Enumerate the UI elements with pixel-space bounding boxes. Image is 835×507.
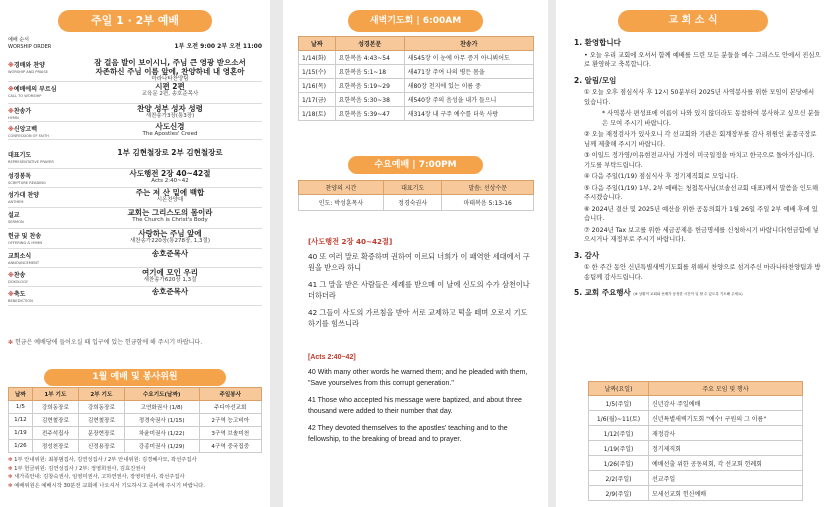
order-item-main: 사랑하는 주님 앞에	[138, 229, 202, 238]
table-cell: 모세선교회 헌신예배	[649, 486, 803, 501]
order-item-label	[8, 190, 70, 204]
order-item-label	[8, 289, 70, 303]
table-row	[9, 401, 262, 414]
table-cell: 1/16(목)	[299, 79, 336, 93]
asterisk-icon: ※	[8, 126, 14, 133]
service-note	[8, 473, 262, 482]
order-item-content	[78, 229, 262, 245]
order-item-main: 1부 김현철장로 2부 김현철장로	[117, 148, 223, 157]
order-item-main: 사도행전 2장 40~42절	[129, 169, 211, 178]
table-cell: 2/2(주일)	[589, 471, 649, 486]
order-item-main2: 자존하신 주님 이름 앞에, 찬양하네 내 영혼아	[95, 67, 245, 76]
table-cell: 요한복음 5:30~38	[335, 93, 404, 107]
table-cell: 정경숙권사 (1/15)	[124, 414, 199, 427]
worship-page	[0, 0, 270, 507]
table-cell: 정성천장로	[32, 440, 78, 453]
order-item-label	[8, 210, 70, 224]
order-item-content	[78, 268, 262, 284]
worship-order-label	[8, 37, 51, 51]
table-cell: 김현철장로	[78, 414, 124, 427]
verse: 41 Those who accepted his message were baptized, and about three thousand were added to their number that day.	[308, 397, 522, 415]
order-item-name: 찬송가	[13, 108, 32, 115]
column-header: 주요 모임 및 행사	[649, 382, 803, 396]
wednesday-service-title: 수요예배 | 7:00PM	[348, 156, 483, 174]
table-row	[589, 411, 803, 426]
table-cell: 3구역 브솔미천	[199, 427, 262, 440]
order-item-content	[78, 82, 262, 98]
table-cell: 고연화권사 (1/8)	[124, 401, 199, 414]
worship-order-ko: 예배 순서	[8, 37, 29, 43]
order-item-en: CALL TO WORSHIP	[8, 94, 42, 98]
table-row	[589, 486, 803, 501]
table-cell: 새471장 주여 나의 병든 몸을	[404, 65, 533, 79]
order-item-en: HYMN	[8, 116, 19, 120]
asterisk-icon: ※	[8, 291, 14, 298]
section-welcome-title: 1. 환영합니다	[574, 38, 621, 47]
korean-scripture-ref: [사도행전 2장 40~42절]	[308, 237, 393, 246]
news-item: ⑦ 2024년 Tax 보고를 위한 세금공제용 헌금명세를 신청하시기 바랍니다(헌금함에 넣으시거나 재정부로 주시기 바랍니다).	[584, 226, 820, 243]
table-cell: 새314장 내 구주 예수를 더욱 사랑	[404, 107, 533, 121]
order-item-label	[8, 150, 70, 164]
table-row	[589, 426, 803, 441]
verse: 42 그들이 사도의 가르침을 받아 서로 교제하고 떡을 떼며 오로지 기도하기를 힘쓰니라	[308, 308, 528, 328]
table-cell: 1/18(토)	[299, 107, 336, 121]
news-item: ③ 이일드 정가영/이유현전교사님 가정이 미국일정을 마치고 한국으로 돌아가십니다. 기도를 부탁드립니다.	[584, 152, 815, 169]
table-row	[299, 79, 534, 93]
order-item-en: DOXOLOGY	[8, 280, 28, 284]
worship-order-header	[8, 37, 262, 53]
order-item-label	[8, 106, 70, 120]
order-item-name: 예배에의 부르심	[13, 86, 57, 93]
worship-order-row	[8, 188, 262, 208]
service-table	[8, 387, 262, 453]
table-cell: 1/5(주일)	[589, 396, 649, 411]
table-cell: 차윤미권사 (1/22)	[124, 427, 199, 440]
table-cell: 4구역 중국집중	[199, 440, 262, 453]
order-item-sub: 새찬송가620장 1,3절	[143, 277, 197, 283]
table-cell: 문장현장로	[78, 427, 124, 440]
order-item-content	[78, 188, 262, 204]
order-item-label	[8, 251, 70, 265]
asterisk-icon: ※	[8, 108, 14, 115]
asterisk-icon: ✻	[8, 474, 15, 480]
column-header: 말씀: 선상수문	[442, 181, 534, 195]
order-item-name: 헌금 및 찬송	[8, 233, 42, 240]
table-cell: 정기제직회	[649, 441, 803, 456]
order-item-name: 대표기도	[8, 152, 32, 159]
verse: 40 With many other words he warned them; and he pleaded with them, "Save yourselves from this corrupt generation."	[308, 369, 528, 387]
service-note-text: 1부 안내위원: 최봉범집사, 김연성집사 / 2부 안내위원: 김경혜사모, 곽선주집사	[14, 457, 197, 463]
worship-order-row	[8, 104, 262, 122]
order-item-label	[8, 231, 70, 245]
table-header-row	[299, 181, 534, 195]
events-table	[588, 381, 803, 501]
order-item-content	[78, 287, 262, 296]
table-cell: 선교주일	[649, 471, 803, 486]
table-cell: 마태복음 5:13-16	[442, 195, 534, 211]
table-cell: 1/19(주일)	[589, 441, 649, 456]
service-note	[8, 482, 262, 491]
table-row	[589, 396, 803, 411]
table-cell: 1/12(주일)	[589, 426, 649, 441]
order-item-name: 설교	[8, 212, 20, 219]
table-cell: 1/26	[9, 440, 33, 453]
order-item-main: 송호준목사	[151, 249, 189, 258]
asterisk-icon: ※	[8, 86, 14, 93]
section-thanks-title: 3. 감사	[574, 250, 600, 260]
verse: 41 그 말을 받은 사람들은 세례를 받으매 이 날에 신도의 수가 삼천이나 더하더라	[308, 280, 530, 300]
asterisk-icon: ✻	[8, 482, 15, 489]
order-item-main: 시편 2편	[155, 82, 185, 91]
order-item-main: 송호준목사	[151, 287, 189, 296]
wednesday-table	[298, 180, 534, 211]
order-item-en: SCRIPTURE READING	[8, 181, 46, 185]
order-item-en: ANNOUNCEMENT	[8, 261, 40, 265]
offering-note-text: 헌금은 예배당에 들어오실 때 입구에 있는 헌금함에 해 주시기 바랍니다.	[14, 339, 203, 346]
table-cell: 2구역 능고비아	[199, 414, 262, 427]
table-cell: 새540장 주의 음성을 내가 들으니	[404, 93, 533, 107]
order-item-label	[8, 124, 70, 138]
order-item-label	[8, 171, 70, 185]
table-cell: 1/26(주일)	[589, 456, 649, 471]
table-row	[9, 427, 262, 440]
worship-order-row	[8, 229, 262, 249]
order-item-name: 성가대 찬양	[8, 192, 40, 199]
english-scripture	[308, 352, 530, 451]
table-cell: 1/5	[9, 401, 33, 414]
worship-order-row	[8, 82, 262, 104]
verse: 40 또 여러 말로 확증하며 권하여 이르되 너희가 이 패역한 세대에서 구원을 받으라 하니	[308, 252, 530, 272]
order-item-content	[78, 104, 262, 120]
asterisk-icon: ※	[8, 62, 14, 69]
order-item-sub: 새찬송가220장(통278장, 1,3절)	[129, 238, 211, 244]
column-header: 찬양의 시간	[299, 181, 384, 195]
order-item-sub: The Church is Christ's Body	[132, 217, 208, 223]
order-item-main: 잠 걸음 발이 보이시니, 주님 큰 영광 받으소서	[94, 58, 246, 67]
order-item-content	[78, 208, 262, 224]
offering-note	[8, 337, 202, 346]
service-note	[8, 465, 262, 474]
page-title: 주일 1 · 2부 예배	[58, 10, 212, 32]
column-header: 주일봉사	[199, 388, 262, 401]
dawn-prayer-title: 새벽기도회 | 6:00AM	[348, 10, 483, 32]
order-item-name: 교회소식	[8, 253, 32, 260]
prayer-page	[283, 0, 548, 507]
news-item: * 사역봉사 편성표에 이름이 나와 있지 않더라도 동참하여 봉사하고 싶으신 분들은 모여 주시기 바랍니다.	[602, 110, 820, 127]
service-note-text: 새가족안내: 김창숙권사, 임영미권사, 고하연권사, 장영미권사, 곽선주집사	[14, 474, 185, 480]
news-item: ① 오늘 오후 점심식사 후 12시 50분부터 2025년 사역봉사를 위한 모임이 본당에서 있습니다.	[584, 89, 815, 106]
table-cell: 요한복음 5:1~18	[335, 65, 404, 79]
order-item-sub: 새찬송가3장(통3장)	[145, 113, 195, 119]
table-cell: 1/17(금)	[299, 93, 336, 107]
order-item-en: SERMON	[8, 220, 24, 224]
table-cell: 새545장 이 눈에 아무 증거 아니뵈어도	[404, 51, 533, 65]
column-header: 날짜	[9, 388, 33, 401]
order-item-main: 교회는 그리스도의 몸이라	[127, 208, 213, 217]
table-row	[299, 107, 534, 121]
worship-order-row	[8, 249, 262, 268]
worship-order-row	[8, 287, 262, 306]
verse: 42 They devoted themselves to the apostles' teaching and to the fellowship, to the breaking of bread and to prayer.	[308, 425, 508, 443]
table-header-row	[9, 388, 262, 401]
service-notes	[8, 456, 262, 490]
table-cell: 요한복음 4:43~54	[335, 51, 404, 65]
news-item: ⑤ 다음 주일(1/19) 1부, 2부 예배는 청첩목사님(브솔선교회 대표)께서 말씀을 인도해 주시겠습니다.	[584, 184, 819, 201]
order-item-content	[78, 58, 262, 83]
service-times: 1부 오전 9:00 2부 오전 11:00	[174, 43, 262, 50]
order-item-main: 찬양 성부 성자 성령	[137, 104, 203, 113]
column-header: 날짜	[299, 37, 336, 51]
order-item-name: 경배와 찬양	[13, 62, 45, 69]
service-section-title: 1월 예배 및 봉사위원	[44, 369, 226, 386]
table-cell: 김현철장로	[32, 414, 78, 427]
table-cell: 1/12	[9, 414, 33, 427]
table-cell: 1/14(화)	[299, 51, 336, 65]
order-item-sub: The Apostles' Creed	[142, 131, 198, 137]
table-cell: 신년감사 주일예배	[649, 396, 803, 411]
order-item-en: CONFESSION OF FAITH	[8, 134, 49, 138]
worship-order-row	[8, 58, 262, 82]
order-item-main: 주는 저 산 밑에 백합	[135, 188, 205, 197]
section-notices-title: 2. 알림/모임	[574, 75, 617, 85]
table-row	[589, 441, 803, 456]
column-header: 성경본문	[335, 37, 404, 51]
order-item-label	[8, 60, 70, 74]
table-row	[299, 51, 534, 65]
table-cell: 예배선출 위한 공동의회, 각 선교회 헌례회	[649, 456, 803, 471]
column-header: 찬송가	[404, 37, 533, 51]
column-header: 날짜(요일)	[589, 382, 649, 396]
news-item: ④ 다음 주일(1/19) 점심식사 후 정기제직회로 모입니다.	[584, 173, 739, 180]
table-cell: 요한복음 5:39~47	[335, 107, 404, 121]
news-item: ⑥ 2024년 결산 및 2025년 예산을 위한 공동의회가 1월 26일 주일 2부 예배 후에 있습니다.	[584, 205, 818, 222]
news-item: ② 오늘 재정검사가 있사오니 각 선교회와 기관은 회계장부를 감사 위원인 윤종국장로님께 제출해 주시기 바랍니다.	[584, 131, 817, 148]
table-cell: 1/15(수)	[299, 65, 336, 79]
order-item-en: BENEDICTION	[8, 299, 33, 303]
table-header-row	[589, 382, 803, 396]
asterisk-icon: ✻	[8, 465, 15, 472]
worship-order-row	[8, 148, 262, 169]
table-row	[299, 195, 534, 211]
news-item: ① 한 주간 동안 신년특별새벽기도회를 위해서 찬양으로 섬겨주신 마라나타찬양팀과 방송팀께 감사드립니다.	[584, 264, 821, 281]
table-row	[9, 414, 262, 427]
order-item-main: 여기에 모인 우리	[142, 268, 198, 277]
worship-order-row	[8, 208, 262, 229]
column-header: 1부 기도	[32, 388, 78, 401]
dawn-prayer-table	[298, 36, 534, 121]
service-note	[8, 456, 262, 465]
table-cell: 신정용장로	[78, 440, 124, 453]
order-item-label	[8, 84, 70, 98]
order-item-en: OFFERING & HYMN	[8, 241, 43, 245]
english-scripture-ref: [Acts 2:40~42]	[308, 354, 356, 361]
order-item-name: 축도	[13, 291, 26, 298]
table-cell: 요한복음 5:19~29	[335, 79, 404, 93]
service-note-text: 예배위원은 예배시작 30분전 교회에 나오셔서 기도하시고 준비해 주시기 바랍니다.	[14, 482, 205, 489]
korean-scripture	[308, 236, 530, 335]
news-title: 교 회 소 식	[618, 10, 768, 32]
order-item-content	[78, 249, 262, 258]
table-cell: 2/9(주일)	[589, 486, 649, 501]
asterisk-icon: ※	[8, 272, 14, 279]
table-row	[9, 440, 262, 453]
table-cell: 주디아선교회	[199, 401, 262, 414]
order-item-en: ANTHEM	[8, 200, 24, 204]
table-row	[589, 456, 803, 471]
table-cell: 전주석집사	[32, 427, 78, 440]
news-body	[574, 38, 822, 303]
order-item-sub: 마라나타찬양팀	[151, 76, 189, 82]
order-item-main: 사도신경	[155, 122, 185, 131]
worship-order-row	[8, 268, 262, 287]
table-row	[299, 65, 534, 79]
order-item-sub: 시온찬양대	[156, 197, 184, 203]
section-events-title	[574, 288, 822, 300]
order-item-en: WORSHIP AND PRAISE	[8, 70, 48, 74]
table-row	[589, 471, 803, 486]
table-cell: 강희동장로	[78, 401, 124, 414]
events-title-text: 5. 교회 주요행사	[574, 288, 631, 297]
table-header-row	[299, 37, 534, 51]
column-header: 수요기도(날짜)	[124, 388, 199, 401]
worship-order-row	[8, 122, 262, 140]
table-cell: 재정감사	[649, 426, 803, 441]
asterisk-icon: ✻	[8, 457, 15, 463]
order-item-name: 신앙고백	[13, 126, 38, 133]
column-header: 대표기도	[384, 181, 442, 195]
order-item-en: REPRESENTATIVE PRAYER	[8, 160, 54, 164]
table-cell: 1/19	[9, 427, 33, 440]
table-cell: 강종미권사 (1/29)	[124, 440, 199, 453]
news-item: • 오늘 우리 교회에 오셔서 함께 예배를 드린 모든 분들을 예수 그리스도 안에서 진심으로 환영하고 축복합니다.	[584, 51, 821, 68]
order-item-content	[78, 122, 262, 138]
table-cell: 강희동장로	[32, 401, 78, 414]
order-item-content	[78, 169, 262, 185]
table-cell: 인도: 박성훈목사	[299, 195, 384, 211]
column-header: 2부 기도	[78, 388, 124, 401]
order-item-sub: 교육문 2편, 송호준목사	[141, 91, 199, 97]
table-cell: 정경숙권사	[384, 195, 442, 211]
events-note: (※ 상황이 교회와 선배가 동정한 시간이 일 할 수 있도록 기도해 주세요)	[633, 292, 743, 296]
table-row	[299, 93, 534, 107]
order-item-name: 찬송	[13, 272, 26, 279]
order-item-name: 성경봉독	[8, 173, 32, 180]
worship-order-row	[8, 169, 262, 188]
order-item-content	[78, 148, 262, 157]
order-item-sub: Acts 2:40~42	[151, 178, 189, 184]
table-cell: 1/6(월)~11(토)	[589, 411, 649, 426]
worship-order-en: WORSHIP ORDER	[8, 44, 52, 50]
table-cell: 새80장 천지에 있는 이름 중	[404, 79, 533, 93]
asterisk-icon: ✻	[8, 339, 14, 346]
service-note-text: 1부 헌금위원: 김연성집사 / 2부: 정영희권사, 김효진권사	[14, 465, 146, 472]
table-cell: 신년특별새벽기도회 "예수! 구원의 그 이름"	[649, 411, 803, 426]
order-item-label	[8, 270, 70, 284]
